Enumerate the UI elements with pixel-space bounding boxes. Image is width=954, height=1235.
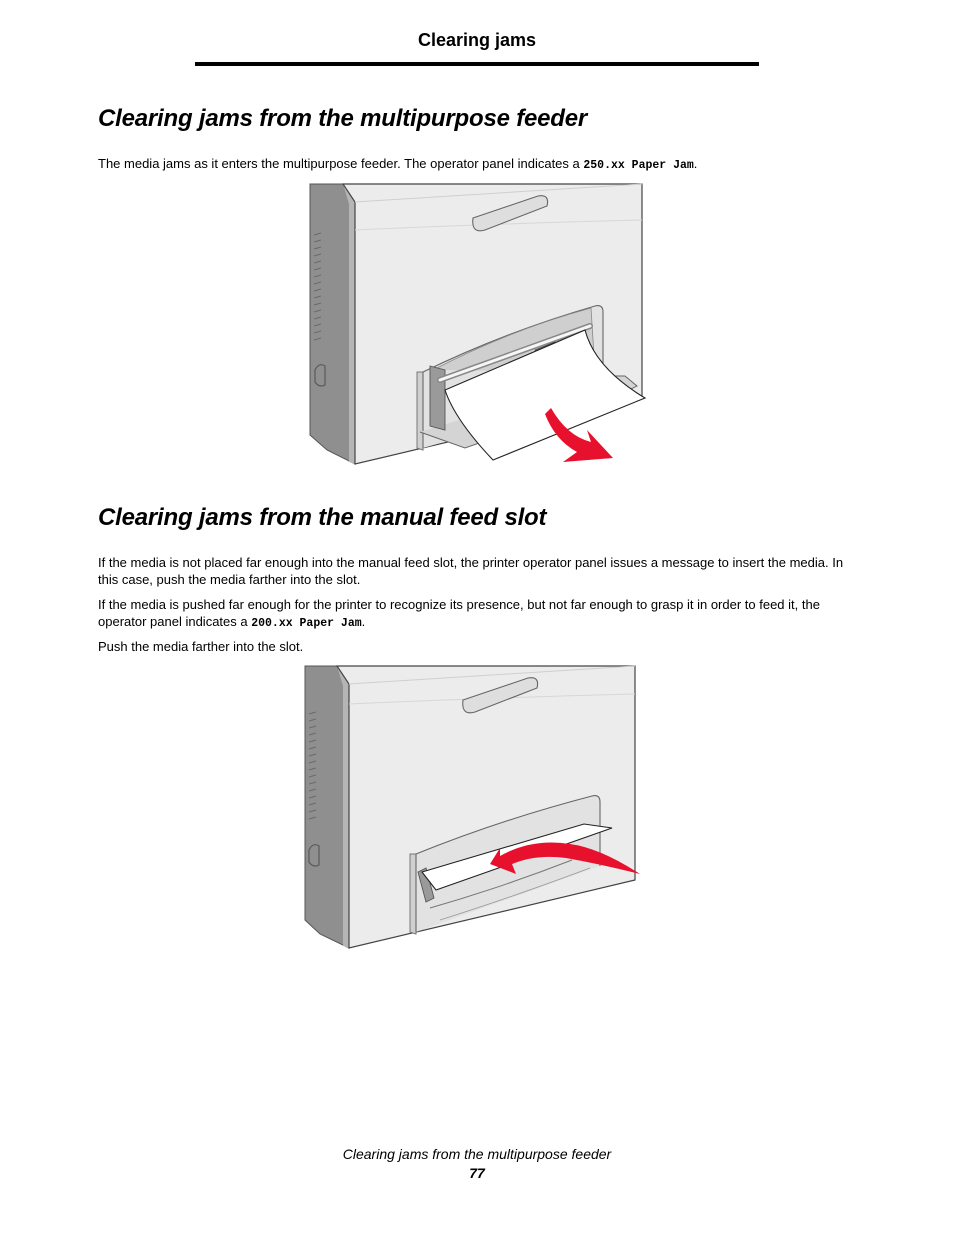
paragraph-manual-feed-2 <box>98 596 858 632</box>
printer-side-panel <box>310 184 355 464</box>
paragraph-multipurpose-jam <box>98 155 858 174</box>
paragraph-text-end: . <box>361 614 366 629</box>
error-code-250: 250.xx Paper Jam <box>583 159 694 172</box>
running-header: Clearing jams <box>417 30 537 50</box>
paragraph-text: The media jams as it enters the multipurpose feeder. The operator panel indicates a <box>98 156 584 171</box>
paragraph-manual-feed-1: If the media is not placed far enough into the manual feed slot, the printer operator panel issues a message to insert the media. In this case, push the media farther into the slot. <box>98 555 844 587</box>
footer-section-title: Clearing jams from the multipurpose feeder <box>342 1146 612 1162</box>
section-heading-multipurpose-feeder: Clearing jams from the multipurpose feeder <box>98 105 588 132</box>
error-code-200: 200.xx Paper Jam <box>251 617 362 630</box>
footer-page-number: 77 <box>469 1165 485 1181</box>
figure-manual-feed-slot <box>300 662 650 954</box>
paragraph-text-end: . <box>693 156 698 171</box>
feeder-left-guide <box>430 366 445 430</box>
paragraph-text: If the media is pushed far enough for the printer to recognize its presence, but not far enough to grasp it in order to feed it, the operator panel indicates a <box>98 597 820 629</box>
section-heading-manual-feed-slot: Clearing jams from the manual feed slot <box>98 504 547 531</box>
printer-side-panel <box>305 666 349 948</box>
figure-multipurpose-feeder-jam <box>305 180 650 470</box>
header-rule <box>195 62 759 66</box>
paragraph-manual-feed-3: Push the media farther into the slot. <box>98 639 304 654</box>
